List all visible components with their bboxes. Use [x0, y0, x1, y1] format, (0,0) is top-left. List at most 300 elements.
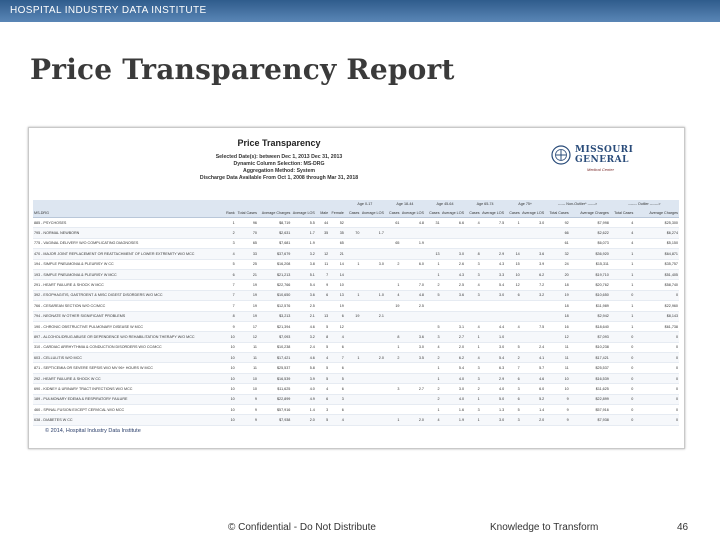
table-cell: 7 [316, 269, 329, 279]
table-cell: $7,938 [258, 415, 291, 425]
table-cell: 1 [425, 373, 441, 383]
table-cell: 14 [329, 259, 345, 269]
table-cell: 1 [610, 259, 635, 269]
table-cell: 1.3 [481, 405, 506, 415]
table-cell [360, 384, 385, 394]
table-cell: 5.1 [291, 269, 316, 279]
group-header-cell: Age 0-17 [345, 200, 385, 208]
table-cell [360, 342, 385, 352]
table-row [33, 321, 679, 331]
table-cell: 6 [329, 311, 345, 321]
table-cell: 10 [236, 373, 258, 383]
table-cell: $6,073 [570, 238, 610, 248]
table-cell [360, 321, 385, 331]
table-cell: 5 [329, 373, 345, 383]
table-cell: 19 [345, 311, 361, 321]
table-cell: 3 [465, 259, 481, 269]
drg-label-cell: 897 - ALCOHOL/DRUG ABUSE OR DEPENDENCE W/O REHABILITATION THERAPY W/O MCC [33, 332, 220, 342]
table-cell: 12 [329, 321, 345, 331]
table-cell: 5 [425, 290, 441, 300]
table-cell: 11 [236, 353, 258, 363]
table-cell: 6 [220, 269, 236, 279]
report-title: Price Transparency [237, 138, 321, 148]
table-cell: 8 [220, 311, 236, 321]
column-header: Cases [345, 208, 361, 218]
page-number: 46 [677, 522, 689, 533]
table-cell: 4.6 [291, 321, 316, 331]
table-cell: 3.0 [481, 290, 506, 300]
table-cell: 19 [385, 301, 401, 311]
table-cell: 5.0 [481, 394, 506, 404]
table-cell [316, 238, 329, 248]
table-cell: 7 [220, 290, 236, 300]
table-cell: 0 [610, 384, 635, 394]
table-cell: 18 [545, 280, 570, 290]
table-cell [360, 332, 385, 342]
column-header: Total Cases [610, 208, 635, 218]
table-cell: 13 [329, 290, 345, 300]
table-cell: 5.4 [481, 353, 506, 363]
table-cell: 1 [465, 394, 481, 404]
table-cell: 1.9 [400, 238, 425, 248]
table-cell: 32 [545, 249, 570, 259]
table-cell: $2,631 [258, 228, 291, 238]
table-cell: 1 [385, 342, 401, 352]
table-cell: 3.0 [521, 218, 546, 228]
table-cell: 3.0 [400, 342, 425, 352]
drg-label-cell: 194 - SIMPLE PNEUMONIA & PLEURISY W CC [33, 259, 220, 269]
drg-label-cell: 871 - SEPTICEMIA OR SEVERE SEPSIS W/O MV 96+ HOURS W MCC [33, 363, 220, 373]
column-header: Average LOS [481, 208, 506, 218]
table-cell: 17 [236, 321, 258, 331]
table-cell: 4 [465, 280, 481, 290]
table-cell: 11 [545, 363, 570, 373]
drg-label-cell: 291 - HEART FAILURE & SHOCK W MCC [33, 280, 220, 290]
table-cell [400, 321, 425, 331]
table-cell: 4.6 [291, 353, 316, 363]
table-cell: 14 [329, 269, 345, 279]
table-cell: $7,093 [570, 332, 610, 342]
table-cell: 9 [545, 405, 570, 415]
table-cell: 19 [236, 280, 258, 290]
table-cell: 7.5 [521, 321, 546, 331]
table-cell: 4.0 [441, 373, 466, 383]
table-cell: 10 [220, 332, 236, 342]
table-cell: 10 [236, 384, 258, 394]
table-cell: 2.1 [291, 311, 316, 321]
group-header-cell: Age 75+ [505, 200, 545, 208]
table-cell: 35 [316, 228, 329, 238]
table-cell: $11,989 [570, 301, 610, 311]
table-row [33, 405, 679, 415]
table-cell: $7,093 [258, 332, 291, 342]
table-cell: 4.0 [481, 384, 506, 394]
table-cell: 31 [425, 218, 441, 228]
table-cell: 2.1 [360, 311, 385, 321]
logo-line1: MISSOURI [575, 145, 634, 155]
table-cell: 11 [236, 363, 258, 373]
table-cell: $11,625 [570, 384, 610, 394]
table-cell: $10,650 [570, 290, 610, 300]
table-cell: $11,625 [258, 384, 291, 394]
table-cell: 21 [236, 269, 258, 279]
table-cell: 6 [505, 373, 521, 383]
table-cell: $22,899 [258, 394, 291, 404]
table-cell [345, 301, 361, 311]
table-cell: 2.5 [400, 301, 425, 311]
table-cell: 7 [329, 353, 345, 363]
column-header: Average LOS [360, 208, 385, 218]
table-cell: 3 [505, 384, 521, 394]
table-cell [385, 311, 401, 321]
table-cell: 1 [385, 280, 401, 290]
table-cell: 10 [329, 280, 345, 290]
table-cell [360, 415, 385, 425]
table-cell: 0 [610, 405, 635, 415]
table-cell: 4 [610, 238, 635, 248]
table-row [33, 363, 679, 373]
table-cell: 1 [425, 259, 441, 269]
table-cell [505, 228, 521, 238]
table-cell: 0 [634, 415, 679, 425]
table-row [33, 269, 679, 279]
table-cell: $7,681 [258, 238, 291, 248]
column-header: Average LOS [441, 208, 466, 218]
table-cell: 4 [425, 342, 441, 352]
table-cell: 10 [220, 342, 236, 352]
table-row [33, 238, 679, 248]
table-cell: 11 [316, 259, 329, 269]
table-cell: 6 [329, 363, 345, 373]
table-cell: $2,622 [570, 228, 610, 238]
report-date-range: Selected Date(s): between Dec 1, 2013 Dec 31, 2013 [215, 154, 343, 160]
table-cell: 6.0 [521, 384, 546, 394]
table-cell [316, 301, 329, 311]
table-cell: 2.7 [441, 332, 466, 342]
table-cell: 1 [505, 218, 521, 228]
table-cell [360, 405, 385, 415]
table-cell: $15,311 [570, 259, 610, 269]
column-header: Average LOS [291, 208, 316, 218]
table-cell: $21,213 [258, 269, 291, 279]
table-cell [521, 301, 546, 311]
table-row [33, 249, 679, 259]
table-cell: 20 [545, 269, 570, 279]
table-cell [345, 394, 361, 404]
table-cell: 9 [236, 405, 258, 415]
table-cell: 6.6 [441, 218, 466, 228]
table-cell: 12 [505, 280, 521, 290]
table-cell: 6 [316, 394, 329, 404]
table-cell [505, 238, 521, 248]
drg-label-cell: 189 - PULMONARY EDEMA & RESPIRATORY FAILURE [33, 394, 220, 404]
group-blank [33, 200, 345, 208]
table-cell: 3.6 [291, 290, 316, 300]
drg-label-cell: 775 - VAGINAL DELIVERY W/O COMPLICATING DIAGNOSES [33, 238, 220, 248]
table-cell: 66 [545, 228, 570, 238]
table-cell: 8 [465, 249, 481, 259]
table-cell: 3 [329, 394, 345, 404]
drg-label-cell: 885 - PSYCHOSES [33, 218, 220, 228]
table-cell: 8 [316, 332, 329, 342]
table-cell: 3.6 [400, 332, 425, 342]
footer-tagline: Knowledge to Transform [490, 522, 599, 533]
table-cell [360, 363, 385, 373]
report-aggregation: Aggregation Method: System [242, 168, 316, 174]
table-cell: 1 [610, 269, 635, 279]
table-cell: 1 [345, 290, 361, 300]
column-header: Average Charges [634, 208, 679, 218]
table-cell: 61 [385, 218, 401, 228]
table-row [33, 373, 679, 383]
table-cell: 3.5 [400, 353, 425, 363]
table-cell: 65 [385, 238, 401, 248]
table-cell: 10 [220, 384, 236, 394]
table-cell: 1 [610, 280, 635, 290]
table-cell: 0 [634, 342, 679, 352]
table-cell: 15 [505, 259, 521, 269]
table-cell: 2.7 [400, 384, 425, 394]
table-cell [345, 269, 361, 279]
table-cell: 3.0 [441, 249, 466, 259]
table-cell: 1.0 [481, 332, 506, 342]
column-header: Total Cases [236, 208, 258, 218]
table-cell [521, 311, 546, 321]
table-cell: 70 [236, 228, 258, 238]
table-row [33, 218, 679, 228]
table-cell: 12 [316, 249, 329, 259]
table-cell: 5.8 [291, 363, 316, 373]
table-cell: $6,274 [634, 228, 679, 238]
footer-confidential: © Confidential - Do Not Distribute [228, 522, 376, 533]
table-cell [400, 394, 425, 404]
table-cell: 96 [236, 218, 258, 228]
table-cell: 1.9 [291, 238, 316, 248]
table-cell: $37,679 [258, 249, 291, 259]
table-cell: $51,405 [634, 269, 679, 279]
table-cell [400, 311, 425, 321]
table-cell: $21,394 [258, 321, 291, 331]
table-cell: 4 [329, 415, 345, 425]
table-cell: 6.0 [400, 259, 425, 269]
table-cell [385, 321, 401, 331]
table-cell: 6 [316, 290, 329, 300]
table-cell: 3 [316, 405, 329, 415]
table-cell: 19 [545, 290, 570, 300]
table-cell: 10 [545, 373, 570, 383]
group-header-cell: ------ Non-Outlier* ------> [545, 200, 610, 208]
table-cell: 1 [610, 249, 635, 259]
table-cell [400, 269, 425, 279]
report-copyright: © 2014, Hospital Industry Data Institute [45, 428, 141, 434]
table-cell: 9 [545, 394, 570, 404]
table-cell: 10 [505, 269, 521, 279]
table-cell: 4.9 [291, 394, 316, 404]
column-header: Female [329, 208, 345, 218]
group-header-cell: Age 65-74 [465, 200, 505, 208]
drg-label-cell: 690 - KIDNEY & URINARY TRACT INFECTIONS W/O MCC [33, 384, 220, 394]
table-cell: 10 [220, 363, 236, 373]
column-header: Rank [220, 208, 236, 218]
table-cell: 2 [425, 280, 441, 290]
table-cell: 3.2 [291, 332, 316, 342]
table-cell: $25,537 [570, 363, 610, 373]
table-cell: 4 [610, 218, 635, 228]
table-cell [481, 301, 506, 311]
column-header: Average Charges [258, 208, 291, 218]
table-cell: $8,719 [258, 218, 291, 228]
table-cell: 0 [634, 394, 679, 404]
table-cell [400, 249, 425, 259]
table-cell: 6.2 [441, 353, 466, 363]
table-cell: 19 [329, 301, 345, 311]
column-header: Cases [425, 208, 441, 218]
table-cell: 2.5 [291, 301, 316, 311]
table-cell [345, 238, 361, 248]
table-cell: 3 [425, 332, 441, 342]
table-cell [385, 405, 401, 415]
table-cell [505, 301, 521, 311]
table-cell [400, 373, 425, 383]
column-header: Average LOS [400, 208, 425, 218]
report-panel [28, 127, 685, 449]
table-cell: $61,738 [634, 321, 679, 331]
table-cell [345, 332, 361, 342]
table-cell [425, 238, 441, 248]
table-cell: 18 [545, 301, 570, 311]
table-cell: 5.4 [291, 280, 316, 290]
table-cell: $22,960 [634, 301, 679, 311]
group-header-cell: ------- Outlier -------> [610, 200, 679, 208]
table-cell [400, 405, 425, 415]
table-cell: 7 [505, 363, 521, 373]
table-cell: 0 [634, 384, 679, 394]
table-cell [360, 280, 385, 290]
table-cell [360, 218, 385, 228]
table-cell: 1 [465, 415, 481, 425]
column-header: MS-DRG [33, 208, 220, 218]
table-cell [425, 311, 441, 321]
table-cell: 4 [329, 332, 345, 342]
table-cell [465, 311, 481, 321]
table-cell: $25,300 [634, 218, 679, 228]
table-cell: 4 [220, 249, 236, 259]
table-cell: 5 [505, 405, 521, 415]
table-cell: $36,920 [570, 249, 610, 259]
table-cell: $16,539 [570, 373, 610, 383]
table-cell: 3.3 [481, 269, 506, 279]
table-cell [400, 228, 425, 238]
table-cell: 3.1 [441, 321, 466, 331]
table-cell: 21 [329, 249, 345, 259]
table-cell: 5 [316, 321, 329, 331]
table-cell: 5.2 [521, 394, 546, 404]
table-cell: 1.0 [360, 290, 385, 300]
table-cell: 4.6 [521, 373, 546, 383]
table-cell: 3.2 [521, 290, 546, 300]
table-cell [385, 373, 401, 383]
table-cell: 5 [316, 415, 329, 425]
table-cell: 3 [220, 238, 236, 248]
drg-label-cell: 795 - NORMAL NEWBORN [33, 228, 220, 238]
table-cell: 0 [610, 342, 635, 352]
table-cell: 2.0 [400, 415, 425, 425]
table-cell: 11 [236, 342, 258, 352]
table-cell: 18 [545, 311, 570, 321]
table-cell: 5 [220, 259, 236, 269]
table-cell: 19 [236, 311, 258, 321]
table-cell: $58,740 [634, 280, 679, 290]
logo-line2: GENERAL [575, 155, 629, 165]
table-cell [521, 332, 546, 342]
table-cell: 0 [610, 332, 635, 342]
table-cell: 3 [505, 415, 521, 425]
table-cell: 1 [345, 353, 361, 363]
table-cell: 3.6 [521, 249, 546, 259]
table-row [33, 384, 679, 394]
table-cell [360, 269, 385, 279]
table-cell [505, 311, 521, 321]
table-cell: 10 [220, 415, 236, 425]
table-cell [505, 332, 521, 342]
table-cell: $25,537 [258, 363, 291, 373]
table-cell: 3.6 [441, 290, 466, 300]
table-cell: 24 [545, 259, 570, 269]
logo-line3: Medical Center [587, 167, 614, 172]
table-cell: 13 [425, 249, 441, 259]
table-cell: 4 [465, 353, 481, 363]
column-header: Cases [465, 208, 481, 218]
table-cell: $8,143 [634, 311, 679, 321]
table-cell: 19 [236, 301, 258, 311]
table-cell: $64,871 [634, 249, 679, 259]
table-cell: 8 [385, 332, 401, 342]
table-cell: 1.4 [521, 405, 546, 415]
table-cell: $7,938 [570, 415, 610, 425]
table-cell: 3.8 [291, 259, 316, 269]
table-cell: 52 [329, 218, 345, 228]
table-row [33, 342, 679, 352]
table-cell: 4 [316, 384, 329, 394]
report-column-selection: Dynamic Column Selection: MS-DRG [233, 161, 325, 167]
table-cell: 1 [220, 218, 236, 228]
drg-label-cell: 470 - MAJOR JOINT REPLACEMENT OR REATTACHMENT OF LOWER EXTREMITY W/O MCC [33, 249, 220, 259]
table-cell: 2 [385, 353, 401, 363]
table-cell: 5.4 [481, 280, 506, 290]
table-cell: 3.2 [291, 249, 316, 259]
header-bar [0, 0, 720, 22]
table-cell: 4 [465, 321, 481, 331]
table-cell: $19,710 [570, 269, 610, 279]
drg-label-cell: 766 - CESAREAN SECTION W/O CC/MCC [33, 301, 220, 311]
table-cell: $22,766 [258, 280, 291, 290]
table-cell: $3,213 [258, 311, 291, 321]
table-cell [521, 238, 546, 248]
table-cell: 7 [220, 301, 236, 311]
table-cell [345, 342, 361, 352]
table-cell: 2.4 [291, 342, 316, 352]
table-cell: 70 [345, 228, 361, 238]
table-cell: 0 [634, 363, 679, 373]
table-cell: 1.7 [360, 228, 385, 238]
report-data-availability: Discharge Data Available From Oct 1, 2008 through Mar 31, 2018 [199, 175, 359, 181]
table-cell [345, 405, 361, 415]
table-cell: 6.3 [481, 363, 506, 373]
table-cell [345, 373, 361, 383]
table-cell [465, 238, 481, 248]
drg-label-cell: 292 - HEART FAILURE & SHOCK W CC [33, 373, 220, 383]
table-cell: 7 [220, 280, 236, 290]
